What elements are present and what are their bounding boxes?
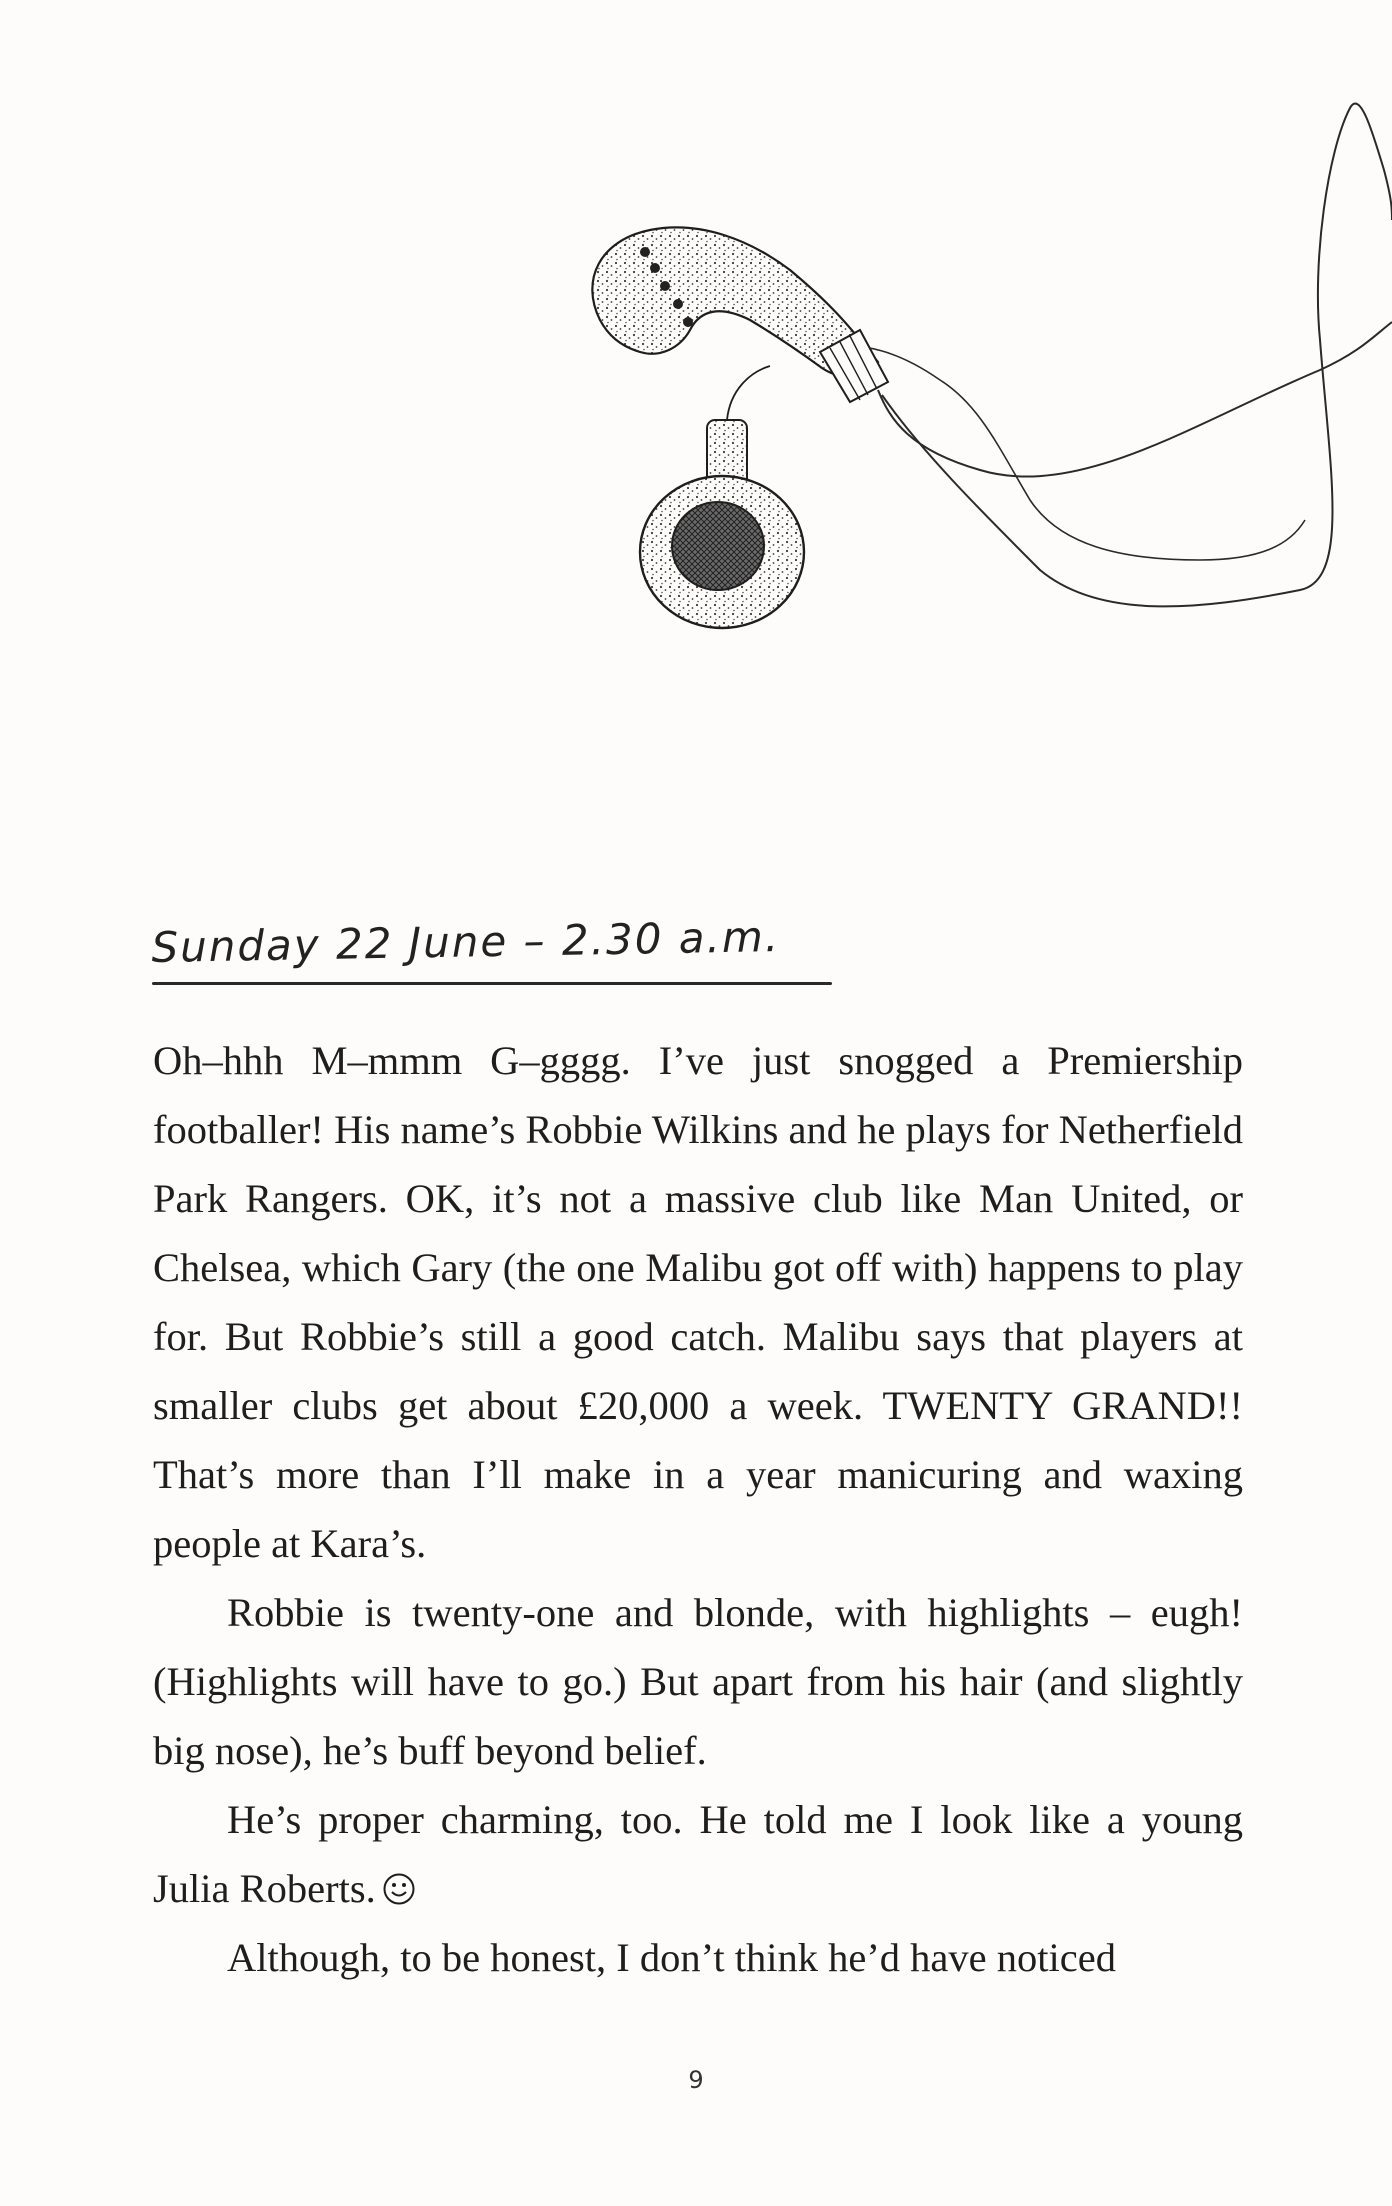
page-number: 9 [688, 2066, 704, 2094]
paragraph-3-text: He’s proper charming, too. He told me I look like a young Julia Roberts. [153, 1797, 1243, 1911]
diary-body-text [153, 1026, 1243, 1992]
smiley-face-icon [382, 1872, 416, 1906]
diary-entry-heading [151, 912, 832, 990]
paragraph-2: Robbie is twenty-one and blonde, with highlights – eugh! (Highlights will have to go.) But apart from his hair (and slightly big nose), he’s buff beyond belief. [153, 1590, 1243, 1773]
earphone-illustration [560, 90, 1392, 730]
paragraph-1: Oh–hhh M–mmm G–gggg. I’ve just snogged a Premiership footballer! His name’s Robbie Wilkins and he plays for Netherfield Park Rangers. OK, it’s not a massive club like Man United, or Chelsea, which Gary (the one Malibu got off with) happens to play for. But Robbie’s still a good catch. Malibu says that players at smaller clubs get about £20,000 a week. TWENTY GRAND!! That’s more than I’ll make in a year manicuring and waxing people at Kara’s. [153, 1038, 1243, 1566]
paragraph-4: Although, to be honest, I don’t think he’d have noticed [227, 1935, 1116, 1980]
paragraph-3 [153, 1785, 1243, 1923]
heading-underline [152, 982, 832, 985]
diary-entry-date: Sunday 22 June – 2.30 a.m. [151, 912, 781, 973]
